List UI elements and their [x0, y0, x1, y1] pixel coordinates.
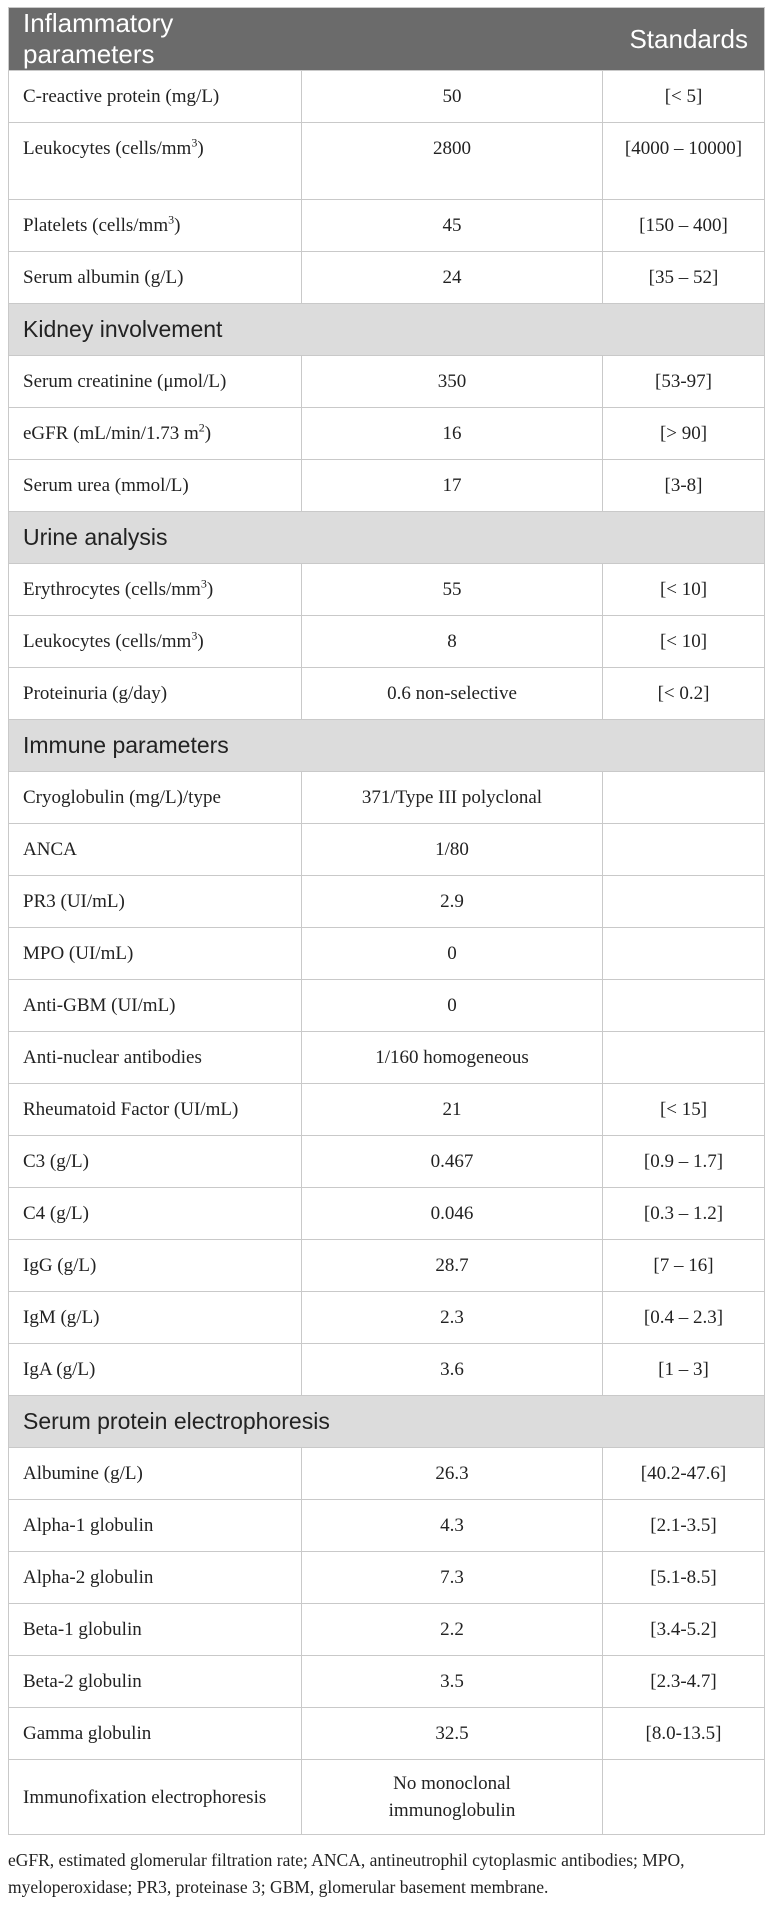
table-row: [9, 1552, 765, 1604]
parameter-standard: [3.4-5.2]: [603, 1604, 765, 1656]
parameter-name: [9, 71, 302, 123]
parameter-value: 17: [302, 460, 603, 512]
parameter-standard: [< 10]: [603, 616, 765, 668]
parameter-label: Cryoglobulin (mg/L)/type: [23, 786, 221, 808]
table-row: [9, 1240, 765, 1292]
parameter-standard: [3-8]: [603, 460, 765, 512]
parameter-standard: [603, 824, 765, 876]
parameter-name: [9, 1760, 302, 1835]
table-row: [9, 1708, 765, 1760]
section-title-kidney: Kidney involvement: [9, 304, 765, 356]
parameter-value: 2.2: [302, 1604, 603, 1656]
parameter-label: Beta-1 globulin: [23, 1618, 142, 1640]
parameter-value: 8: [302, 616, 603, 668]
parameter-name: [9, 1500, 302, 1552]
parameter-label: C4 (g/L): [23, 1202, 89, 1224]
parameter-label: Serum urea (mmol/L): [23, 474, 189, 496]
parameter-label: ANCA: [23, 838, 77, 860]
parameter-label-tail: ): [206, 578, 214, 600]
parameter-standard: [< 10]: [603, 564, 765, 616]
parameter-name: [9, 1604, 302, 1656]
table-row: [9, 928, 765, 980]
parameter-value: 0: [302, 980, 603, 1032]
parameter-standard: [5.1-8.5]: [603, 1552, 765, 1604]
parameter-standard: [0.4 – 2.3]: [603, 1292, 765, 1344]
table-row: [9, 772, 765, 824]
parameter-label: C3 (g/L): [23, 1150, 89, 1172]
parameter-value: 3.6: [302, 1344, 603, 1396]
table-row: [9, 356, 765, 408]
parameter-label: IgA (g/L): [23, 1358, 96, 1380]
lab-results-figure: [8, 0, 772, 1901]
parameter-label: Alpha-2 globulin: [23, 1566, 154, 1588]
parameter-label: C-reactive protein (mg/L): [23, 85, 220, 107]
table-row: [9, 1760, 765, 1835]
parameter-label: Leukocytes (cells/mm: [23, 630, 192, 652]
parameter-value: 45: [302, 200, 603, 252]
parameter-label: Serum creatinine (μmol/L): [23, 370, 227, 392]
parameter-standard: [8.0-13.5]: [603, 1708, 765, 1760]
parameter-name: [9, 356, 302, 408]
parameter-name: [9, 928, 302, 980]
table-row: [9, 1292, 765, 1344]
electrophoresis-section: [9, 1448, 765, 1835]
parameter-standard: [0.3 – 1.2]: [603, 1188, 765, 1240]
parameter-standard: [1 – 3]: [603, 1344, 765, 1396]
urine-section: [9, 564, 765, 720]
parameter-name: [9, 1448, 302, 1500]
parameter-standard: [> 90]: [603, 408, 765, 460]
table-row: [9, 123, 765, 200]
parameter-name: [9, 1084, 302, 1136]
table-row: [9, 408, 765, 460]
parameter-label: Immunofixation electrophoresis: [23, 1786, 267, 1808]
table-row: [9, 616, 765, 668]
table-row: [9, 1344, 765, 1396]
parameter-standard: [603, 980, 765, 1032]
parameter-name: [9, 876, 302, 928]
parameter-label-tail: ): [197, 630, 204, 652]
parameter-value: 24: [302, 252, 603, 304]
immune-section-header: [9, 720, 765, 772]
table-header-row: [9, 8, 765, 71]
inflammatory-section: [9, 71, 765, 304]
parameter-standard: [603, 1032, 765, 1084]
table-row: [9, 876, 765, 928]
parameter-value: 1/80: [302, 824, 603, 876]
table-row: [9, 1084, 765, 1136]
table-row: [9, 824, 765, 876]
parameter-standard: [603, 772, 765, 824]
parameter-label: Beta-2 globulin: [23, 1670, 142, 1692]
parameter-label-tail: ): [174, 214, 181, 236]
urine-section-header: [9, 512, 765, 564]
parameter-label: Rheumatoid Factor (UI/mL): [23, 1098, 239, 1120]
parameter-name: [9, 1240, 302, 1292]
immune-section: [9, 772, 765, 1396]
parameter-label: Platelets (cells/mm: [23, 214, 169, 236]
parameter-label: eGFR (mL/min/1.73 m: [23, 422, 199, 444]
parameter-label: MPO (UI/mL): [23, 942, 134, 964]
parameter-name: [9, 408, 302, 460]
table-row: [9, 200, 765, 252]
parameter-value: 2.3: [302, 1292, 603, 1344]
parameter-name: [9, 824, 302, 876]
lab-results-table: [8, 7, 765, 1835]
table-footnote: eGFR, estimated glomerular filtration rate; ANCA, antineutrophil cytoplasmic antibodies; MPO, myeloperoxidase; PR3, proteinase 3; GBM, glomerular basement membrane.: [8, 1850, 685, 1897]
unit-exponent: 3: [191, 628, 198, 643]
parameter-name: [9, 1136, 302, 1188]
parameter-value: 21: [302, 1084, 603, 1136]
unit-exponent: 3: [200, 576, 207, 591]
section-title-immune: Immune parameters: [9, 720, 765, 772]
kidney-section: [9, 356, 765, 512]
header-value: [302, 8, 603, 71]
table-row: [9, 1448, 765, 1500]
parameter-value: 28.7: [302, 1240, 603, 1292]
header-parameters: Inflammatory parameters: [9, 8, 302, 71]
parameter-name: [9, 460, 302, 512]
parameter-value: 7.3: [302, 1552, 603, 1604]
parameter-standard: [2.3-4.7]: [603, 1656, 765, 1708]
parameter-standard: [603, 1760, 765, 1835]
parameter-label: Alpha-1 globulin: [23, 1514, 154, 1536]
parameter-label: Erythrocytes (cells/mm: [23, 578, 201, 600]
parameter-value: 0.6 non-selective: [302, 668, 603, 720]
parameter-value: No monoclonal immunoglobulin: [302, 1760, 603, 1835]
parameter-name: [9, 1708, 302, 1760]
parameter-value: 2800: [302, 123, 603, 200]
parameter-name: [9, 252, 302, 304]
table-row: [9, 1136, 765, 1188]
table-row: [9, 71, 765, 123]
unit-exponent: 3: [191, 135, 198, 150]
parameter-value: 2.9: [302, 876, 603, 928]
parameter-standard: [0.9 – 1.7]: [603, 1136, 765, 1188]
parameter-label: IgM (g/L): [23, 1306, 100, 1328]
section-title-urine: Urine analysis: [9, 512, 765, 564]
parameter-value: 26.3: [302, 1448, 603, 1500]
parameter-label: Proteinuria (g/day): [23, 682, 168, 704]
parameter-standard: [7 – 16]: [603, 1240, 765, 1292]
parameter-standard: [4000 – 10000]: [603, 123, 765, 200]
parameter-label: Serum albumin (g/L): [23, 266, 184, 288]
table-row: [9, 1500, 765, 1552]
parameter-name: [9, 616, 302, 668]
parameter-value: 16: [302, 408, 603, 460]
section-title-electrophoresis: Serum protein electrophoresis: [9, 1396, 765, 1448]
parameter-value: 0.046: [302, 1188, 603, 1240]
parameter-value: 4.3: [302, 1500, 603, 1552]
parameter-label-tail: ): [204, 422, 212, 444]
table-row: [9, 1604, 765, 1656]
parameter-standard: [603, 876, 765, 928]
parameter-standard: [150 – 400]: [603, 200, 765, 252]
parameter-name: [9, 668, 302, 720]
parameter-name: [9, 200, 302, 252]
parameter-name: [9, 772, 302, 824]
parameter-value: 50: [302, 71, 603, 123]
table-row: [9, 252, 765, 304]
table-row: [9, 1188, 765, 1240]
table-row: [9, 564, 765, 616]
electro-section-header: [9, 1396, 765, 1448]
table-row: [9, 460, 765, 512]
unit-exponent: 2: [198, 420, 205, 435]
parameter-label: Leukocytes (cells/mm: [23, 138, 192, 159]
parameter-value: 55: [302, 564, 603, 616]
parameter-standard: [< 15]: [603, 1084, 765, 1136]
parameter-value: 350: [302, 356, 603, 408]
parameter-label: Anti-GBM (UI/mL): [23, 994, 176, 1016]
parameter-name: [9, 980, 302, 1032]
parameter-standard: [53-97]: [603, 356, 765, 408]
parameter-standard: [603, 928, 765, 980]
parameter-standard: [35 – 52]: [603, 252, 765, 304]
parameter-value: 3.5: [302, 1656, 603, 1708]
header-standards: Standards: [603, 8, 765, 71]
parameter-label: IgG (g/L): [23, 1254, 97, 1276]
parameter-value: 1/160 homogeneous: [302, 1032, 603, 1084]
unit-exponent: 3: [168, 212, 175, 227]
table-row: [9, 980, 765, 1032]
parameter-label: Anti-nuclear antibodies: [23, 1046, 202, 1068]
parameter-standard: [2.1-3.5]: [603, 1500, 765, 1552]
parameter-label: PR3 (UI/mL): [23, 890, 125, 912]
kidney-section-header: [9, 304, 765, 356]
parameter-value: 0: [302, 928, 603, 980]
parameter-label: Gamma globulin: [23, 1722, 152, 1744]
parameter-value: 0.467: [302, 1136, 603, 1188]
parameter-name: [9, 1032, 302, 1084]
parameter-name: [9, 1188, 302, 1240]
parameter-name: [9, 123, 302, 200]
table-row: [9, 1656, 765, 1708]
parameter-label-tail: ): [197, 138, 204, 159]
table-row: [9, 668, 765, 720]
parameter-standard: [< 0.2]: [603, 668, 765, 720]
parameter-value: 371/Type III polyclonal: [302, 772, 603, 824]
parameter-label: Albumine (g/L): [23, 1462, 143, 1484]
parameter-name: [9, 1344, 302, 1396]
parameter-name: [9, 1656, 302, 1708]
table-row: [9, 1032, 765, 1084]
parameter-name: [9, 564, 302, 616]
parameter-name: [9, 1292, 302, 1344]
parameter-standard: [40.2-47.6]: [603, 1448, 765, 1500]
parameter-standard: [< 5]: [603, 71, 765, 123]
parameter-value: 32.5: [302, 1708, 603, 1760]
parameter-name: [9, 1552, 302, 1604]
